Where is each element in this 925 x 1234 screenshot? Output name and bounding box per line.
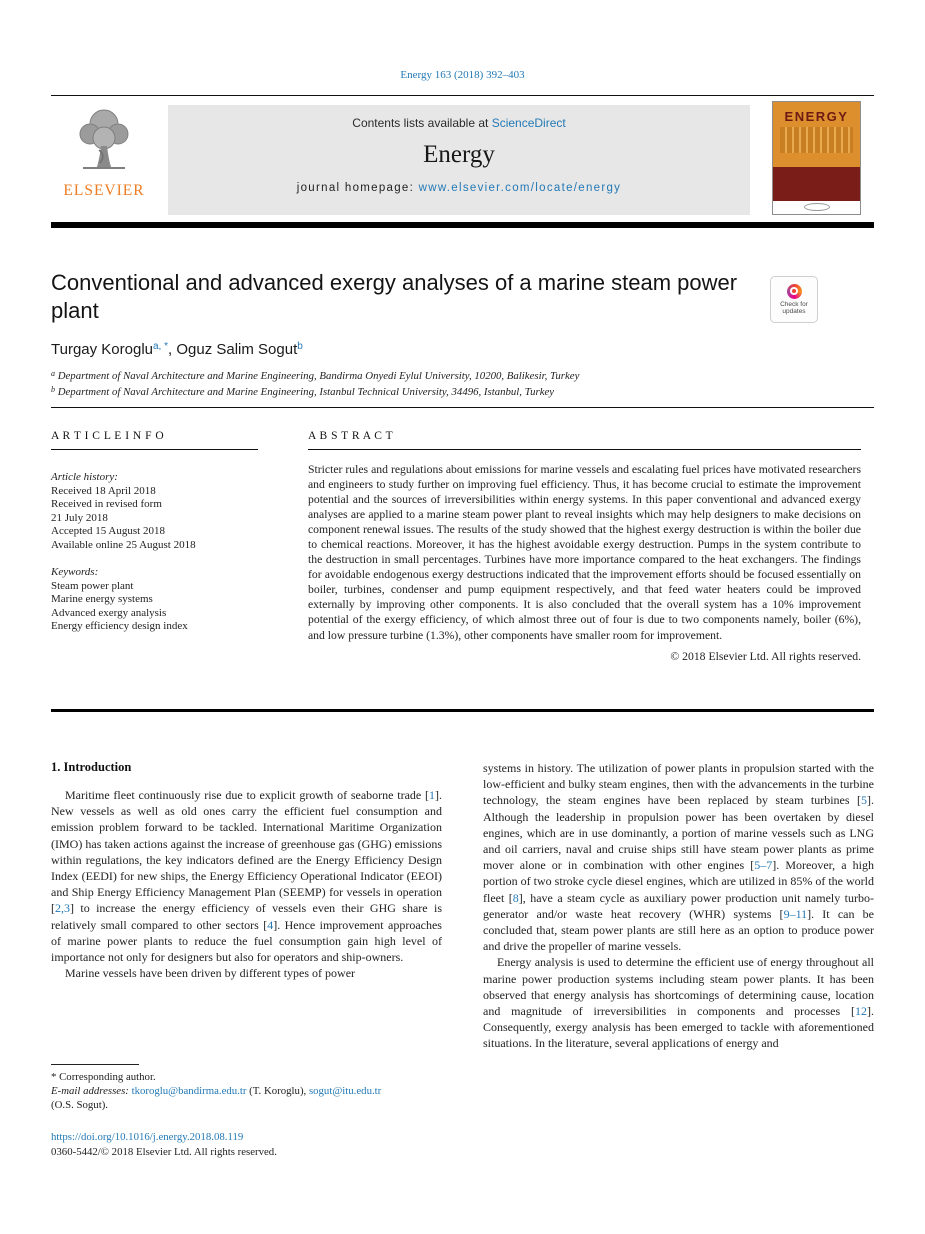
affiliation-text: Department of Naval Architecture and Marine Engineering, Istanbul Technical University, 34496, Istanbul, Turkey [57, 385, 555, 398]
article-info-heading: A R T I C L E I N F O [51, 430, 165, 442]
check-for-updates-line1: Check for [780, 300, 808, 308]
divider [308, 449, 861, 450]
elsevier-ellipse-mark [804, 203, 830, 211]
article-title: Conventional and advanced exergy analyses of a marine steam power plant [51, 270, 738, 323]
citation-link[interactable]: 4 [267, 917, 274, 932]
section-divider-bar [51, 709, 874, 712]
author-name: Oguz Salim Sogut [176, 341, 298, 358]
author-affiliation-marker[interactable]: b [297, 341, 303, 352]
homepage-prefix: journal homepage: [296, 182, 419, 194]
citation-link[interactable]: 2,3 [55, 901, 70, 916]
keyword: Marine energy systems [51, 593, 153, 606]
history-line: 21 July 2018 [51, 511, 108, 524]
check-for-updates-badge[interactable] [770, 276, 818, 323]
citation-link[interactable]: 5–7 [754, 858, 773, 873]
article-history [51, 471, 291, 553]
citation-link[interactable]: 5 [861, 793, 867, 808]
affiliation-marker: b [51, 384, 55, 394]
journal-cover-title: ENERGY [784, 109, 849, 124]
citation-link[interactable]: 8 [512, 890, 519, 905]
sciencedirect-link[interactable]: ScienceDirect [491, 116, 566, 130]
abstract-copyright: © 2018 Elsevier Ltd. All rights reserved. [670, 649, 861, 663]
elsevier-wordmark: ELSEVIER [63, 182, 145, 199]
email-addresses-line [51, 1085, 442, 1099]
intro-paragraph: Marine vessels have been driven by different types of power [65, 966, 356, 981]
journal-header-box [168, 105, 750, 215]
abstract-heading: A B S T R A C T [308, 430, 394, 442]
keywords-label: Keywords: [51, 566, 99, 578]
intro-paragraph: Energy analysis is used to determine the efficient use of energy throughout all marine power production systems including steam power plants. It has been observed that energy analysis has shortcomings of determining cause, location and magnitude of irreversibilities in components and processes [12]. Consequently, exergy analysis has been emerged to tackle with aforementioned situations. In the literature, several applications of energy and [483, 955, 874, 1051]
author-separator: , [168, 341, 177, 358]
elsevier-tree-icon [71, 104, 137, 176]
issn-copyright-line: 0360-5442/© 2018 Elsevier Ltd. All rights reserved. [51, 1146, 277, 1158]
affiliation-text: Department of Naval Architecture and Marine Engineering, Bandirma Onyedi Eylul University, 10200, Balikesir, Turkey [57, 370, 580, 382]
journal-masthead [51, 104, 874, 216]
intro-paragraph: systems in history. The utilization of power plants in propulsion started with the low-efficient and bulky steam engines, then with the advancements in the turbine technology, the steam engines have been replaced by steam turbines [5]. Although the leadership in propulsion power has been overtaken by diesel engines, which are in use dominantly, a portion of marine vessels such as LNG and oil carriers, naval and cruise ships still have steam power plants as prime mover alone or in combination with other engines [5–7]. Moreover, a high portion of two stroke cycle diesel engines, which are utilized in 85% of the world fleet [8], have a steam cycle as auxiliary power production unit namely turbo-generator and/or waste heat recovery (WHR) systems [9–11]. It can be concluded that, steam power plants are still here as an option to produce power and drive the propeller of marine vessels. [483, 761, 875, 954]
check-for-updates-label [780, 301, 808, 316]
journal-citation-link[interactable]: Energy 163 (2018) 392–403 [400, 69, 525, 81]
email-owner: (T. Koroglu), [246, 1084, 309, 1097]
contents-prefix: Contents lists available at [352, 116, 492, 130]
contents-line [168, 105, 750, 130]
history-line: Available online 25 August 2018 [51, 538, 196, 551]
email-owner-line: (O.S. Sogut). [51, 1098, 108, 1111]
section-heading-introduction: 1. Introduction [51, 760, 132, 774]
keyword: Steam power plant [51, 579, 134, 592]
abstract-text: Stricter rules and regulations about emissions for marine vessels and escalating fuel prices have motivated researchers and engineers to study further on improving fuel efficiency. Thus, it has become crucial to estimate the improvement potential and the sources of irreversibilities within energy systems. In this paper conventional and advanced exergy analyses are applied to a marine steam power plant to reveal insights which may help designers to make decisions on component renewal issues. The results of the study showed that the highest exergy destruction is within the boiler due to chemical reactions. Moreover, it has the highest avoidable exergy destruction. Pumps in the system contribute to the destruction in small percentages. Turbines have more importance compared to the heat exchangers. The findings for avoidable endogenous exergy destructions indicated that the improvement efforts should be focused essentially on boiler, turbines, condenser and pump equipment respectively, and that feed water heaters could be improved externally by improving other components. It is also concluded that the overall system has a 10% improvement potential of the exergy efficiency, of which almost three out of four is due to two components namely, boiler (6%), and low pressure turbine (1.3%), other components have smaller room for improvement. [308, 463, 861, 642]
history-line: Received in revised form [51, 498, 162, 511]
divider [51, 407, 874, 408]
keyword: Energy efficiency design index [51, 620, 188, 633]
author-name: Turgay Koroglu [51, 341, 153, 358]
journal-cover-art [780, 127, 853, 153]
journal-name: Energy [423, 141, 495, 168]
author-list [51, 341, 303, 358]
footnote-rule [51, 1064, 139, 1065]
journal-cover-thumbnail[interactable] [772, 101, 861, 215]
footnote-block [51, 1064, 442, 1112]
affiliation-list [51, 369, 579, 400]
crossmark-dot [792, 289, 796, 293]
citation-link[interactable]: 12 [855, 1004, 867, 1019]
doi-link[interactable]: https://doi.org/10.1016/j.energy.2018.08.119 [51, 1131, 244, 1143]
keyword: Advanced exergy analysis [51, 606, 167, 619]
intro-paragraph: Maritime fleet continuously rise due to explicit growth of seaborne trade [1]. New vessels as well as old ones carry the efficient fuel consumption and emission problem forward to be tackled. International Maritime Organization (IMO) has taken actions against the increase of greenhouse gas (GHG) emissions within regulations, the key indicators defined are the Energy Efficiency Design Index (EEDI) for new ships, the Energy Efficiency Operational Indicator (EEOI) and Ship Energy Efficiency Management Plan (SEEMP) for vessels in operation [2,3] to increase the energy efficiency of vessels even their GHG share is relatively small compared to other sectors [4]. Hence improvement approaches of marine power plants to reduce the fuel consumption gain high level of importance not only for designers but also for operators and ship-owners. [51, 788, 442, 965]
affiliation-marker: a [51, 369, 55, 378]
intro-column-right [483, 760, 874, 1052]
check-for-updates-line2: updates [782, 308, 806, 315]
email-link[interactable]: tkoroglu@bandirma.edu.tr [131, 1084, 247, 1097]
affiliation [51, 385, 579, 401]
journal-cover-band [773, 167, 860, 201]
corresponding-author-note: * Corresponding author. [51, 1071, 156, 1083]
crossmark-icon [787, 284, 802, 299]
keywords [51, 566, 291, 634]
history-line: Accepted 15 August 2018 [51, 525, 165, 538]
author-affiliation-marker[interactable]: a, * [153, 341, 169, 352]
history-line: Received 18 April 2018 [51, 484, 156, 497]
intro-column-left [51, 787, 442, 981]
citation-link[interactable]: 9–11 [783, 906, 808, 921]
journal-homepage-line [168, 182, 750, 194]
abstract [308, 462, 861, 664]
masthead-divider-bar [51, 222, 874, 228]
divider [51, 449, 258, 450]
email-label: E-mail addresses: [51, 1084, 129, 1097]
elsevier-logo[interactable] [51, 104, 157, 216]
affiliation [51, 369, 579, 385]
article-history-label: Article history: [51, 471, 118, 483]
citation-link[interactable]: 1 [429, 788, 435, 802]
email-link[interactable]: sogut@itu.edu.tr [308, 1084, 382, 1097]
journal-homepage-link[interactable]: www.elsevier.com/locate/energy [418, 182, 622, 194]
divider [51, 95, 874, 96]
